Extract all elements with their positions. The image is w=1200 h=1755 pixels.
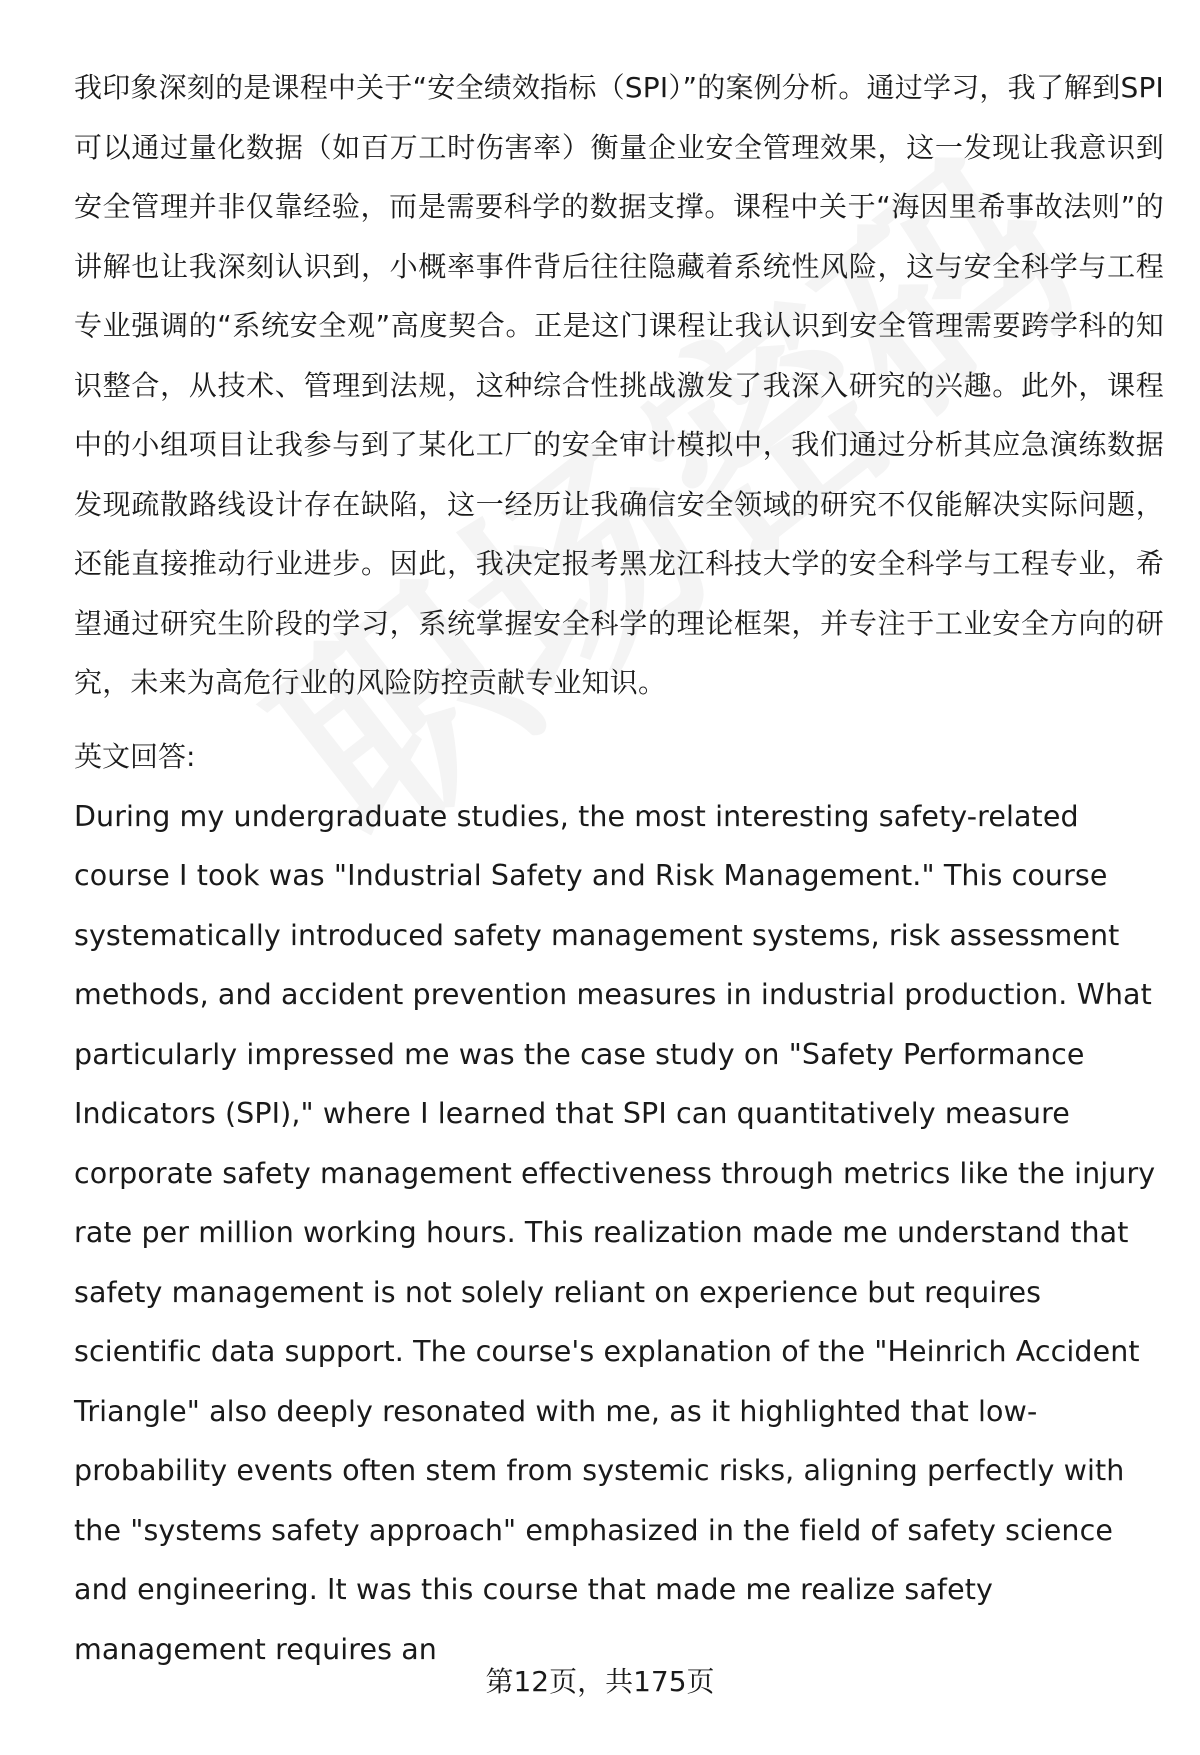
page-content — [74, 58, 1164, 1679]
english-answer-paragraph: During my undergraduate studies, the most interesting safety-related course I took was "Industrial Safety and Risk Management." This course systematically introduced safety management systems, risk assessment methods, and accident prevention measures in industrial production. What particularly impressed me was the case study on "Safety Performance Indicators (SPI)," where I learned that SPI can quantitatively measure corporate safety management effectiveness through metrics like the injury rate per million working hours. This realization made me understand that safety management is not solely reliant on experience but requires scientific data support. The course's explanation of the "Heinrich Accident Triangle" also deeply resonated with me, as it highlighted that low-probability events often stem from systemic risks, aligning perfectly with the "systems safety approach" emphasized in the field of safety science and engineering. It was this course that made me realize safety management requires an — [74, 799, 1156, 1666]
page-footer — [0, 1662, 1200, 1702]
page-number: 第12页，共175页 — [485, 1665, 715, 1698]
english-answer-label: 英文回答: — [74, 739, 196, 773]
chinese-answer-paragraph: 我印象深刻的是课程中关于“安全绩效指标（SPI）”的案例分析。通过学习，我了解到SPI可以通过量化数据（如百万工时伤害率）衡量企业安全管理效果，这一发现让我意识到安全管理并非仅靠经验，而是需要科学的数据支撑。课程中关于“海因里希事故法则”的讲解也让我深刻认识到，小概率事件背后往往隐藏着系统性风险，这与安全科学与工程专业强调的“系统安全观”高度契合。正是这门课程让我认识到安全管理需要跨学科的知识整合，从技术、管理到法规，这种综合性挑战激发了我深入研究的兴趣。此外，课程中的小组项目让我参与到了某化工厂的安全审计模拟中，我们通过分析其应急演练数据发现疏散路线设计存在缺陷，这一经历让我确信安全领域的研究不仅能解决实际问题，还能直接推动行业进步。因此，我决定报考黑龙江科技大学的安全科学与工程专业，希望通过研究生阶段的学习，系统掌握安全科学的理论框架，并专注于工业安全方向的研究，未来为高危行业的风险防控贡献专业知识。 — [74, 71, 1164, 699]
